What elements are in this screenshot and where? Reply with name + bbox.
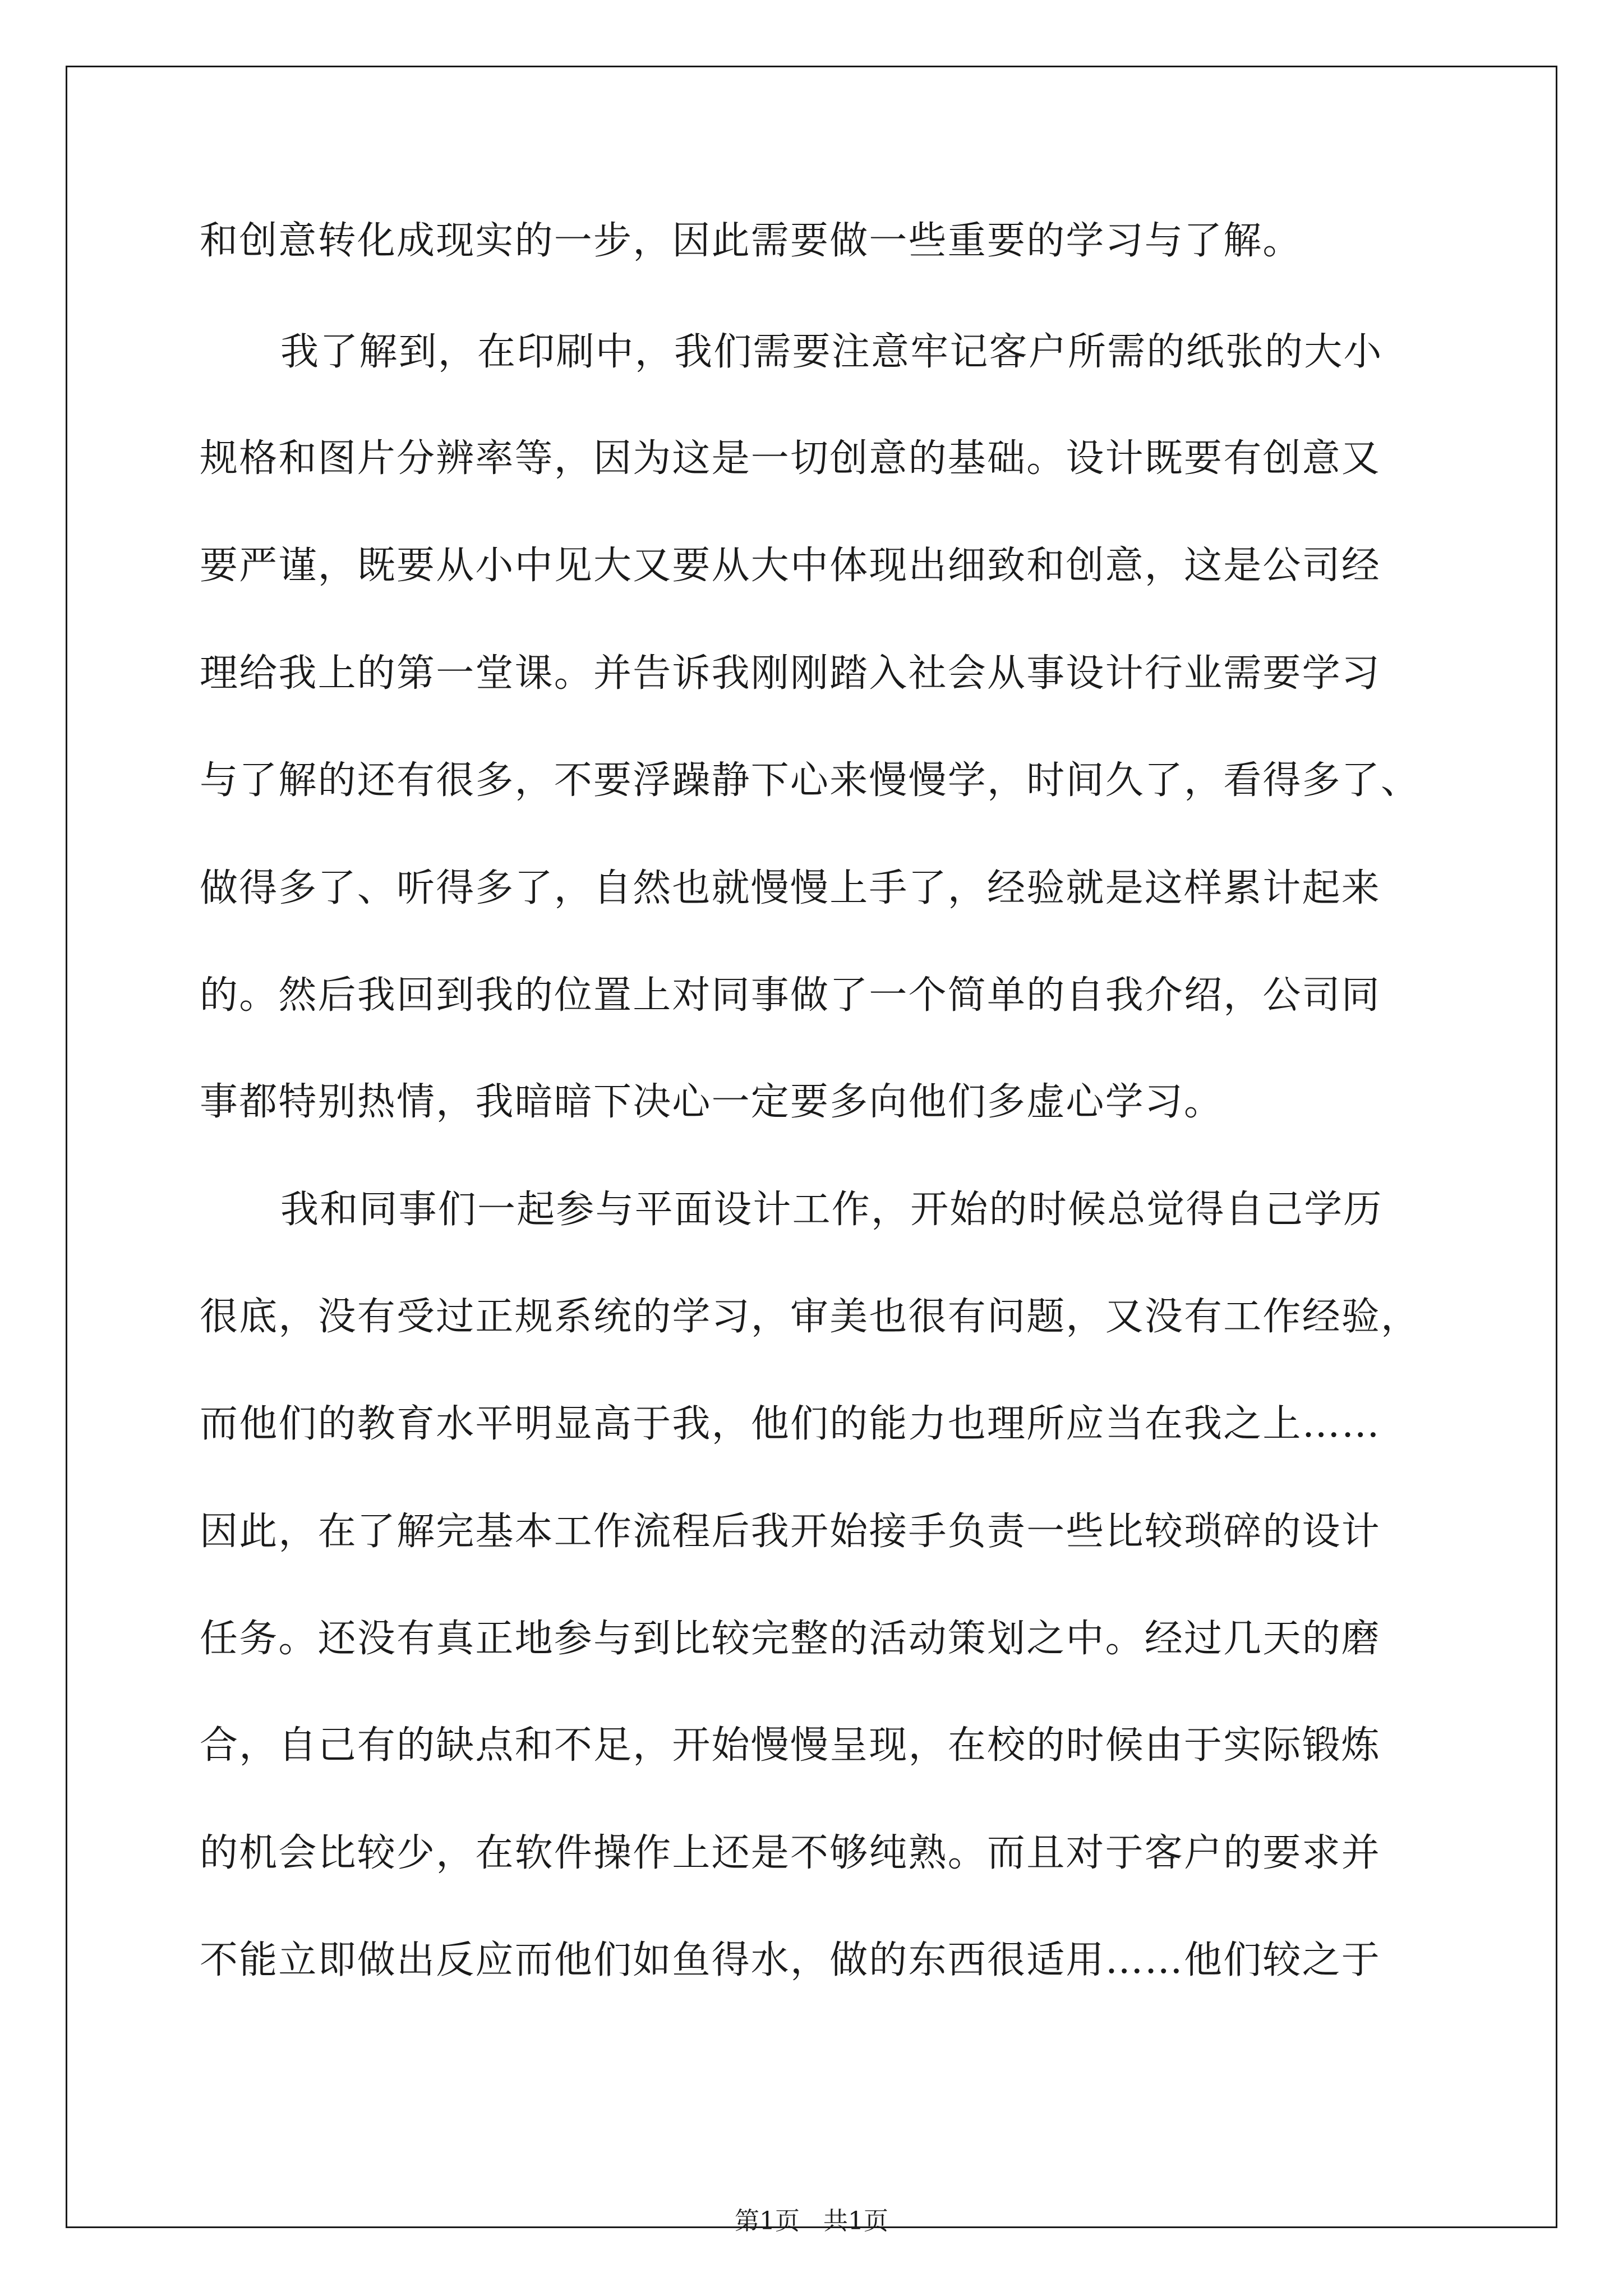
text-line: 合，自己有的缺点和不足，开始慢慢呈现，在校的时候由于实际锻炼 bbox=[200, 1723, 1381, 1768]
text-line: 不能立即做出反应而他们如鱼得水，做的东西很适用……他们较之于 bbox=[200, 1938, 1381, 1982]
text-line: 要严谨，既要从小中见大又要从大中体现出细致和创意，这是公司经 bbox=[200, 544, 1381, 588]
page-footer bbox=[0, 2205, 1623, 2238]
text-line: 而他们的教育水平明显高于我，他们的能力也理所应当在我之上…… bbox=[200, 1402, 1381, 1446]
text-line: 的机会比较少，在软件操作上还是不够纯熟。而且对于客户的要求并 bbox=[200, 1831, 1381, 1875]
text-line: 因此，在了解完基本工作流程后我开始接手负责一些比较琐碎的设计 bbox=[200, 1510, 1381, 1554]
text-line: 任务。还没有真正地参与到比较完整的活动策划之中。经过几天的磨 bbox=[200, 1617, 1381, 1661]
text-line: 的。然后我回到我的位置上对同事做了一个简单的自我介绍，公司同 bbox=[200, 973, 1381, 1018]
text-line: 我和同事们一起参与平面设计工作，开始的时候总觉得自己学历 bbox=[280, 1188, 1383, 1232]
text-line: 很底，没有受过正规系统的学习，审美也很有问题，又没有工作经验， bbox=[200, 1295, 1421, 1339]
text-line: 规格和图片分辨率等，因为这是一切创意的基础。设计既要有创意又 bbox=[200, 436, 1381, 481]
text-line: 与了解的还有很多，不要浮躁静下心来慢慢学，时间久了，看得多了、 bbox=[200, 758, 1421, 803]
text-line: 和创意转化成现实的一步，因此需要做一些重要的学习与了解。 bbox=[200, 219, 1302, 263]
text-line: 我了解到，在印刷中，我们需要注意牢记客户所需的纸张的大小 bbox=[280, 330, 1383, 374]
text-line: 事都特别热情，我暗暗下决心一定要多向他们多虚心学习。 bbox=[200, 1080, 1224, 1124]
page-number-label: 第1页 bbox=[735, 2207, 800, 2235]
page-total-label: 共1页 bbox=[823, 2207, 888, 2235]
page-border bbox=[66, 66, 1557, 2228]
text-line: 理给我上的第一堂课。并告诉我刚刚踏入社会从事设计行业需要学习 bbox=[200, 651, 1381, 696]
text-line: 做得多了、听得多了，自然也就慢慢上手了，经验就是这样累计起来 bbox=[200, 866, 1381, 910]
